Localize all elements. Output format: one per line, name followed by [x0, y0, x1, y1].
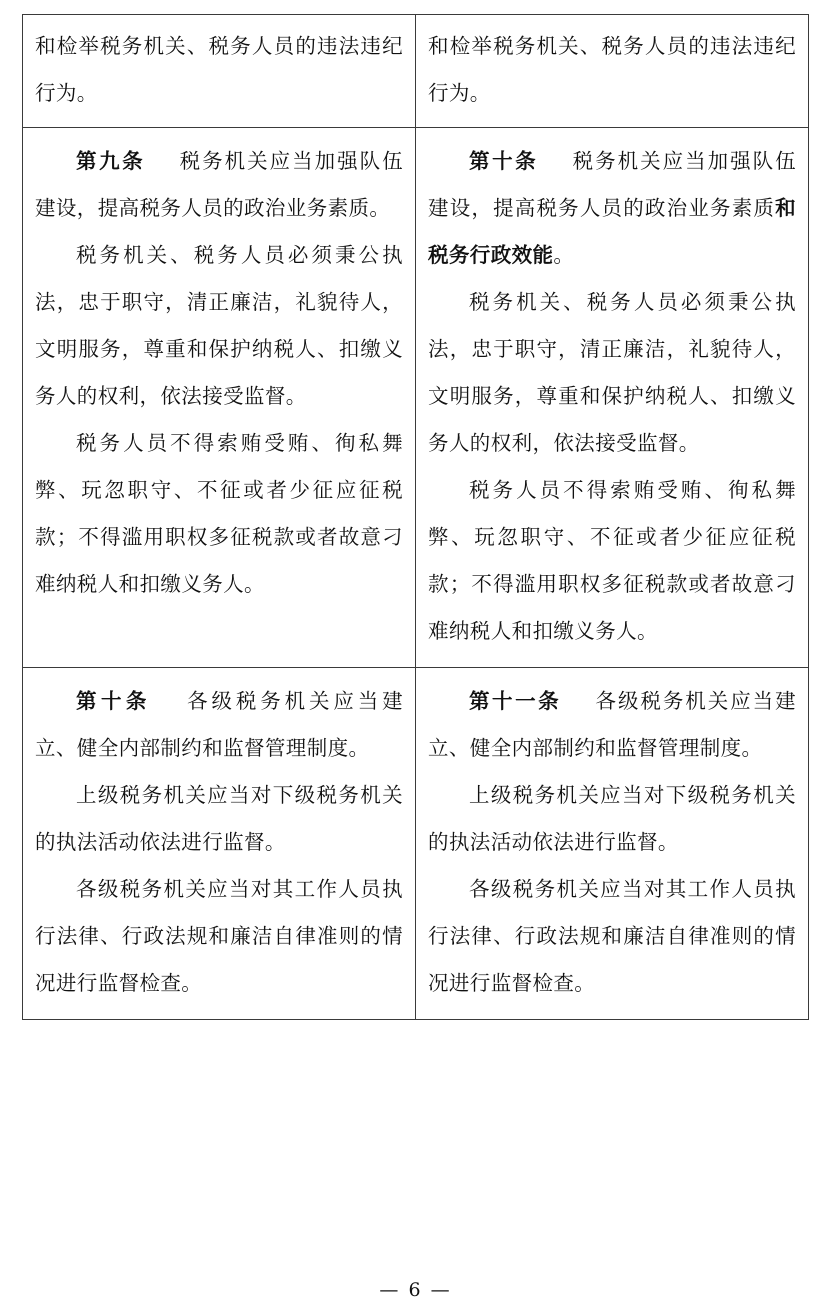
paragraph: 和检举税务机关、税务人员的违法违纪行为。: [35, 34, 403, 105]
paragraph: 税务机关、税务人员必须秉公执法，忠于职守，清正廉洁，礼貌待人，文明服务，尊重和保护纳税人、扣缴义务人的权利，依法接受监督。: [428, 290, 796, 455]
cell-content: [35, 23, 403, 117]
table-body: [23, 15, 809, 1020]
amended-text: 和税务行政效能: [428, 196, 796, 267]
paragraph-text: 税务机关应当加强队伍建设，提高税务人员的政治业务素质: [428, 149, 797, 220]
paragraph-article: [428, 138, 796, 279]
paragraph: 和检举税务机关、税务人员的违法违纪行为。: [428, 34, 796, 105]
paragraph: 上级税务机关应当对下级税务机关的执法活动依法进行监督。: [35, 783, 403, 854]
paragraph: 税务机关、税务人员必须秉公执法，忠于职守，清正廉洁，礼貌待人，文明服务，尊重和保护纳税人、扣缴义务人的权利，依法接受监督。: [35, 243, 403, 408]
article-label: 第十条: [76, 689, 151, 713]
paragraph: 税务人员不得索贿受贿、徇私舞弊、玩忽职守、不征或者少征应征税款；不得滥用职权多征税款或者故意刁难纳税人和扣缴义务人。: [428, 478, 796, 643]
paragraph-article: [428, 678, 796, 772]
paragraph-tail: 。: [553, 243, 575, 267]
cell-content: [428, 23, 796, 117]
paragraph-text: 各级税务机关应当建立、健全内部制约和监督管理制度。: [35, 689, 403, 760]
table-cell-right: [416, 668, 809, 1020]
cell-content: [35, 138, 403, 608]
cell-content: [428, 678, 796, 1007]
paragraph-text: 税务机关应当加强队伍建设，提高税务人员的政治业务素质。: [35, 149, 404, 220]
paragraph: 上级税务机关应当对下级税务机关的执法活动依法进行监督。: [428, 783, 796, 854]
page-number: — 6 —: [379, 1279, 452, 1301]
table-cell-right: [416, 15, 809, 128]
paragraph-text: 各级税务机关应当建立、健全内部制约和监督管理制度。: [428, 689, 796, 760]
cell-content: [35, 678, 403, 1007]
table-row: [23, 128, 809, 668]
cell-content: [428, 138, 796, 655]
table-cell-left: [23, 128, 416, 668]
paragraph: 各级税务机关应当对其工作人员执行法律、行政法规和廉洁自律准则的情况进行监督检查。: [35, 877, 403, 995]
table-cell-left: [23, 668, 416, 1020]
article-label: 第九条: [76, 149, 146, 173]
paragraph: 税务人员不得索贿受贿、徇私舞弊、玩忽职守、不征或者少征应征税款；不得滥用职权多征税款或者故意刁难纳税人和扣缴义务人。: [35, 431, 403, 596]
table-row: [23, 668, 809, 1020]
paragraph-article: [35, 138, 403, 232]
table-cell-right: [416, 128, 809, 668]
table-row: [23, 15, 809, 128]
article-label: 第十条: [469, 149, 539, 173]
article-label: 第十一条: [469, 689, 562, 713]
paragraph: 各级税务机关应当对其工作人员执行法律、行政法规和廉洁自律准则的情况进行监督检查。: [428, 877, 796, 995]
comparison-table: [22, 14, 809, 1020]
table-cell-left: [23, 15, 416, 128]
paragraph-article: [35, 678, 403, 772]
